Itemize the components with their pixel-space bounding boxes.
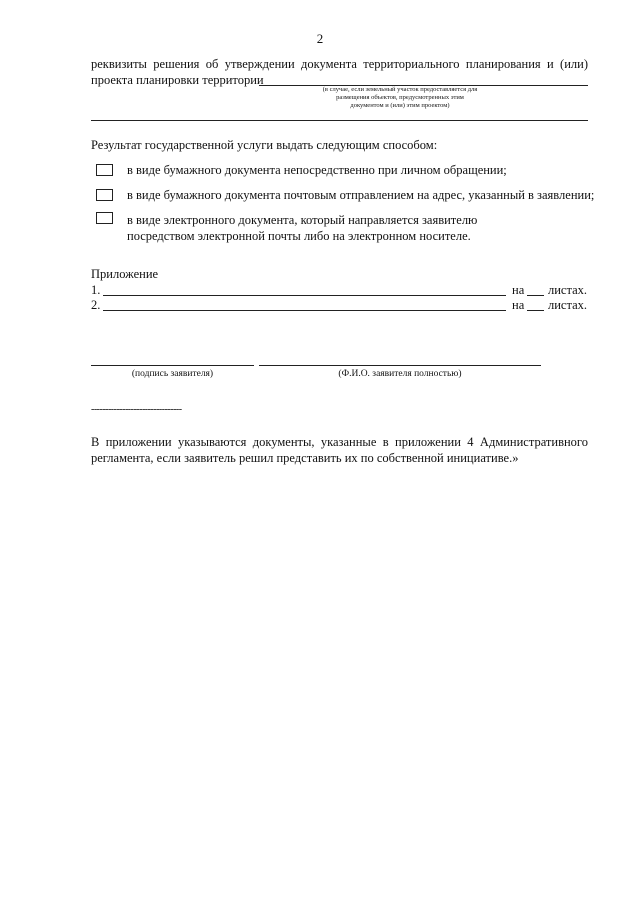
requisites-line1: реквизиты решения об утверждении документа территориального планирования и (или) [91, 57, 588, 71]
attachment-item-1-line[interactable] [103, 295, 506, 296]
requisites-bottom-line[interactable] [91, 120, 588, 121]
full-name-label: (Ф.И.О. заявителя полностью) [338, 369, 462, 379]
page-number: 2 [316, 31, 324, 46]
attachment-heading: Приложение [91, 267, 159, 281]
attachment-item-1-count-line[interactable] [527, 295, 544, 296]
option-electronic-checkbox[interactable] [96, 212, 113, 224]
requisites-note [300, 86, 500, 110]
footnote-separator: -------------------------------- [91, 404, 182, 415]
footnote-line1: В приложении указываются документы, указанные в приложении 4 Административного [91, 435, 588, 449]
requisites-line2-label: проекта планировки территории [91, 73, 264, 87]
attachment-item-2-sheets: листах. [548, 298, 588, 312]
signature-line[interactable] [91, 365, 254, 366]
attachment-item-2-on: на [512, 298, 525, 312]
result-heading: Результат государственной услуги выдать следующим способом: [91, 138, 438, 152]
option-post-checkbox[interactable] [96, 189, 113, 201]
option-post-label: в виде бумажного документа почтовым отправлением на адрес, указанный в заявлении; [127, 188, 595, 202]
option-electronic-label-line1: в виде электронного документа, который направляется заявителю [127, 213, 478, 227]
full-name-line[interactable] [259, 365, 541, 366]
attachment-item-2-line[interactable] [103, 310, 506, 311]
footnote-line2: регламента, если заявитель решил представить их по собственной инициативе.» [91, 451, 519, 465]
signature-label: (подпись заявителя) [131, 369, 214, 379]
attachment-item-1-on: на [512, 283, 525, 297]
attachment-item-2-count-line[interactable] [527, 310, 544, 311]
requisites-note-line2: размещения объектов, предусмотренных этим [336, 94, 464, 101]
attachment-item-1-number: 1. [91, 283, 101, 297]
attachment-item-2-number: 2. [91, 298, 101, 312]
requisites-note-line1: (в случае, если земельный участок предоставляется для [322, 86, 478, 93]
attachment-item-1-sheets: листах. [548, 283, 588, 297]
option-electronic-label-line2: посредством электронной почты либо на электронном носителе. [127, 229, 471, 243]
option-personal-checkbox[interactable] [96, 164, 113, 176]
option-personal-label: в виде бумажного документа непосредственно при личном обращении; [127, 163, 507, 177]
requisites-note-line3: документом и (или) этим проектом) [350, 102, 450, 109]
